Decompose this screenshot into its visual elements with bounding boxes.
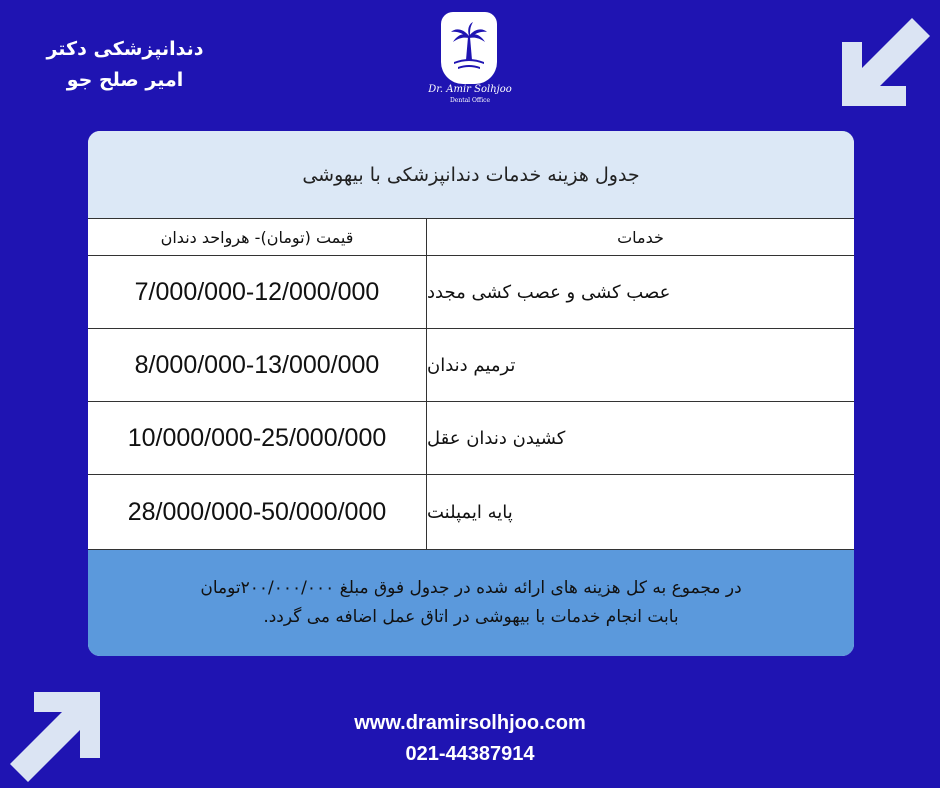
website-link[interactable]: www.dramirsolhjoo.com xyxy=(354,712,586,734)
price-table xyxy=(88,131,854,656)
row-price: 8/000/000-13/000/000 xyxy=(88,329,427,401)
row-price: 7/000/000-12/000/000 xyxy=(88,256,427,328)
table-row xyxy=(88,329,854,402)
table-row xyxy=(88,256,854,329)
table-footnote xyxy=(88,550,854,656)
row-price: 28/000/000-50/000/000 xyxy=(88,475,427,549)
logo-subtitle: Dental Office xyxy=(449,97,491,104)
arrow-down-left-icon xyxy=(842,18,930,106)
clinic-name-line1: دندانپزشکی دکتر xyxy=(46,38,204,60)
row-service: عصب کشی و عصب کشی مجدد xyxy=(427,281,671,303)
logo-caption xyxy=(420,84,520,106)
palm-tree-tooth-logo-icon xyxy=(441,12,497,84)
table-row xyxy=(88,402,854,475)
logo-name: Dr. Amir Solhjoo xyxy=(428,84,512,95)
phone-number[interactable]: 021-44387914 xyxy=(405,743,535,765)
row-service: پایه ایمپلنت xyxy=(427,501,513,523)
footnote-line1: در مجموع به کل هزینه های ارائه شده در جدول فوق مبلغ ۲۰۰/۰۰۰/۰۰۰تومان xyxy=(200,578,742,598)
table-title: جدول هزینه خدمات دندانپزشکی با بیهوشی xyxy=(88,131,854,219)
header-price: قیمت (تومان)- هرواحد دندان xyxy=(88,219,427,255)
footnote-line2: بابت انجام خدمات با بیهوشی در اتاق عمل اضافه می گردد. xyxy=(263,607,679,627)
arrow-up-right-icon xyxy=(10,692,100,782)
header-service: خدمات xyxy=(617,227,664,247)
table-row xyxy=(88,475,854,550)
clinic-name xyxy=(30,34,220,96)
row-service: ترمیم دندان xyxy=(427,354,516,376)
row-service: کشیدن دندان عقل xyxy=(427,427,566,449)
row-price: 10/000/000-25/000/000 xyxy=(88,402,427,474)
table-header-row xyxy=(88,219,854,256)
clinic-name-line2: امیر صلح جو xyxy=(66,69,184,91)
